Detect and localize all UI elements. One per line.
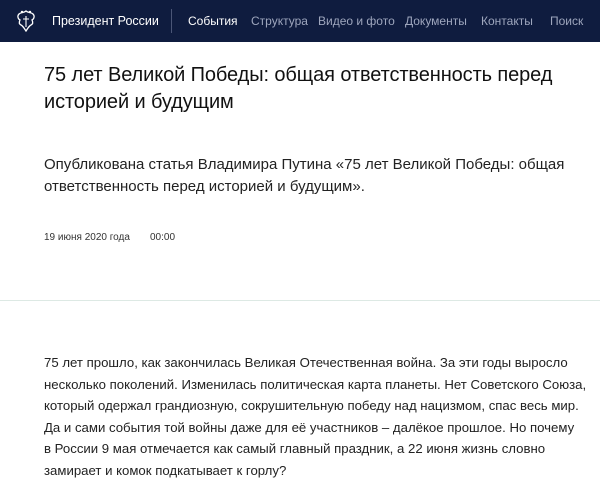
body-line: который одержал грандиозную, сокрушительную победу над нацизмом, спас весь мир. <box>44 398 579 413</box>
nav-documents[interactable]: Документы <box>405 14 467 28</box>
nav-events[interactable]: События <box>188 14 238 28</box>
nav-video-photo[interactable]: Видео и фото <box>318 14 395 28</box>
publication-date: 19 июня 2020 года <box>44 232 130 243</box>
site-title-link[interactable]: Президент России <box>52 14 159 28</box>
coat-of-arms-icon[interactable] <box>15 8 37 34</box>
header-divider <box>171 9 172 33</box>
article-title: 75 лет Великой Победы: общая ответственность перед историей и будущим <box>44 64 553 113</box>
body-line: 75 лет прошло, как закончилась Великая Отечественная война. За эти годы выросло <box>44 355 568 370</box>
section-divider <box>0 300 600 301</box>
article-body <box>44 352 587 481</box>
article-lead: Опубликована статья Владимира Путина «75 лет Великой Победы: общая ответственность перед историей и будущим». <box>44 156 565 195</box>
body-line: Да и сами события той войны даже для её участников – далёкое прошлое. Но почему <box>44 419 575 435</box>
body-line: замирает и комок подкатывает к горлу? <box>44 462 287 478</box>
body-line: в России 9 мая отмечается как самый главный праздник, а 22 июня жизнь словно <box>44 441 546 456</box>
nav-search[interactable]: Поиск <box>550 14 584 28</box>
nav-structure[interactable]: Структура <box>251 14 308 28</box>
publication-time: 00:00 <box>150 232 176 243</box>
body-line: несколько поколений. Изменилась политическая карта планеты. Нет Советского Союза, <box>44 376 587 392</box>
top-navigation-bar <box>0 0 600 42</box>
nav-contacts[interactable]: Контакты <box>481 14 533 28</box>
